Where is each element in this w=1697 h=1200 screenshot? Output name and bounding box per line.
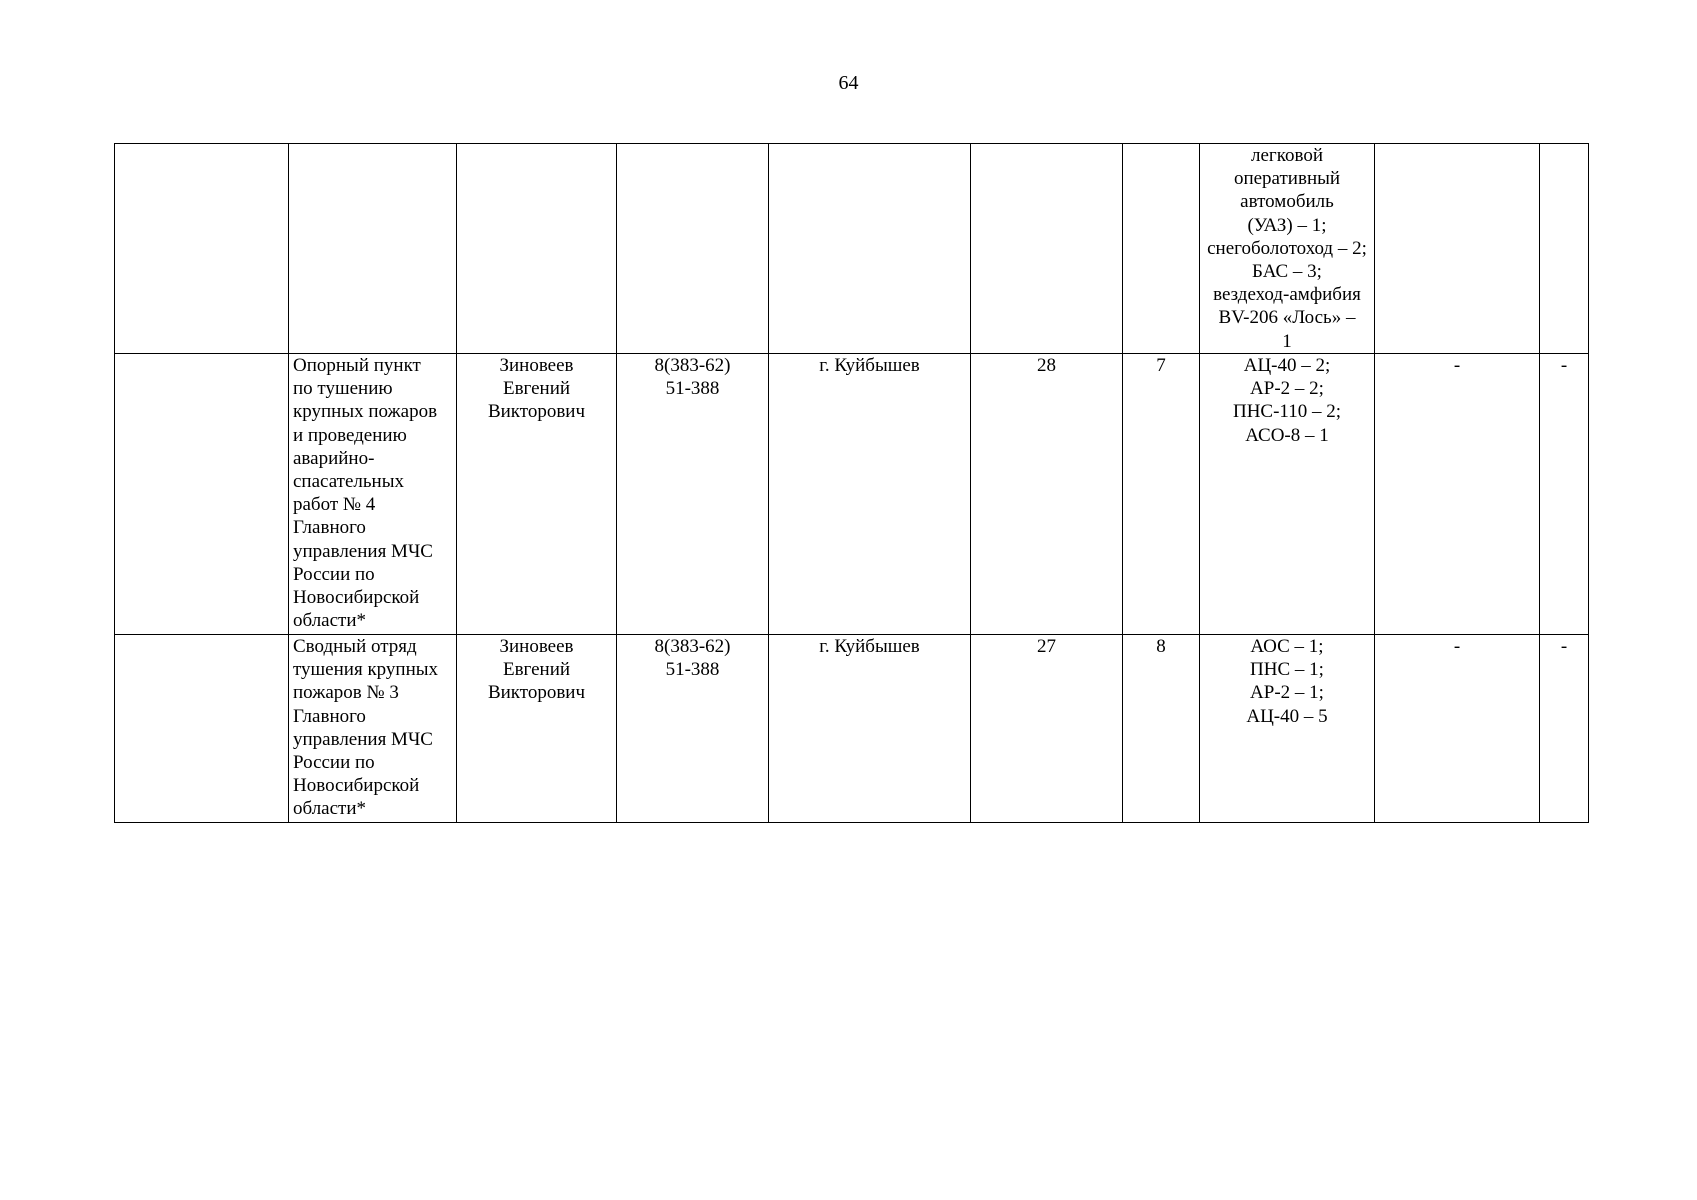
table-cell-phone xyxy=(617,144,769,354)
table-row xyxy=(115,354,1589,635)
table-cell-head: Зиновеев Евгений Викторович xyxy=(457,354,617,635)
table-cell-phone: 8(383-62) 51-388 xyxy=(617,635,769,823)
table-cell-unit-group xyxy=(115,144,289,354)
table-cell-head xyxy=(457,144,617,354)
table-cell-col10: - xyxy=(1375,354,1540,635)
table-cell-col10 xyxy=(1375,144,1540,354)
table-cell-vehicles: легковой оперативный автомобиль (УАЗ) – 1; снегоболотоход – 2; БАС – 3; вездеход-амфибия BV-206 «Лось» – 1 xyxy=(1200,144,1375,354)
table-cell-location: г. Куйбышев xyxy=(769,635,971,823)
table-cell-col11: - xyxy=(1540,354,1589,635)
table-cell-col10: - xyxy=(1375,635,1540,823)
table-cell-shift: 8 xyxy=(1123,635,1200,823)
table-cell-personnel: 28 xyxy=(971,354,1123,635)
table-cell-phone: 8(383-62) 51-388 xyxy=(617,354,769,635)
table-cell-personnel: 27 xyxy=(971,635,1123,823)
table-cell-col11 xyxy=(1540,144,1589,354)
resources-table xyxy=(114,143,1589,823)
table-cell-unit-name xyxy=(289,144,457,354)
page-number: 64 xyxy=(838,72,859,94)
table-cell-shift xyxy=(1123,144,1200,354)
table-cell-unit-group xyxy=(115,635,289,823)
table-cell-vehicles: АЦ-40 – 2; АР-2 – 2; ПНС-110 – 2; АСО-8 – 1 xyxy=(1200,354,1375,635)
table-cell-location: г. Куйбышев xyxy=(769,354,971,635)
table-cell-unit-group xyxy=(115,354,289,635)
table-cell-shift: 7 xyxy=(1123,354,1200,635)
table-cell-unit-name: Опорный пункт по тушению крупных пожаров и проведению аварийно- спасательных работ № 4 Главного управления МЧС России по Новосибирской области* xyxy=(289,354,457,635)
table-row xyxy=(115,635,1589,823)
table-cell-unit-name: Сводный отряд тушения крупных пожаров № 3 Главного управления МЧС России по Новосибирской области* xyxy=(289,635,457,823)
table-cell-location xyxy=(769,144,971,354)
table-cell-personnel xyxy=(971,144,1123,354)
table-cell-head: Зиновеев Евгений Викторович xyxy=(457,635,617,823)
table-cell-col11: - xyxy=(1540,635,1589,823)
table-cell-vehicles: АОС – 1; ПНС – 1; АР-2 – 1; АЦ-40 – 5 xyxy=(1200,635,1375,823)
table-row xyxy=(115,144,1589,354)
